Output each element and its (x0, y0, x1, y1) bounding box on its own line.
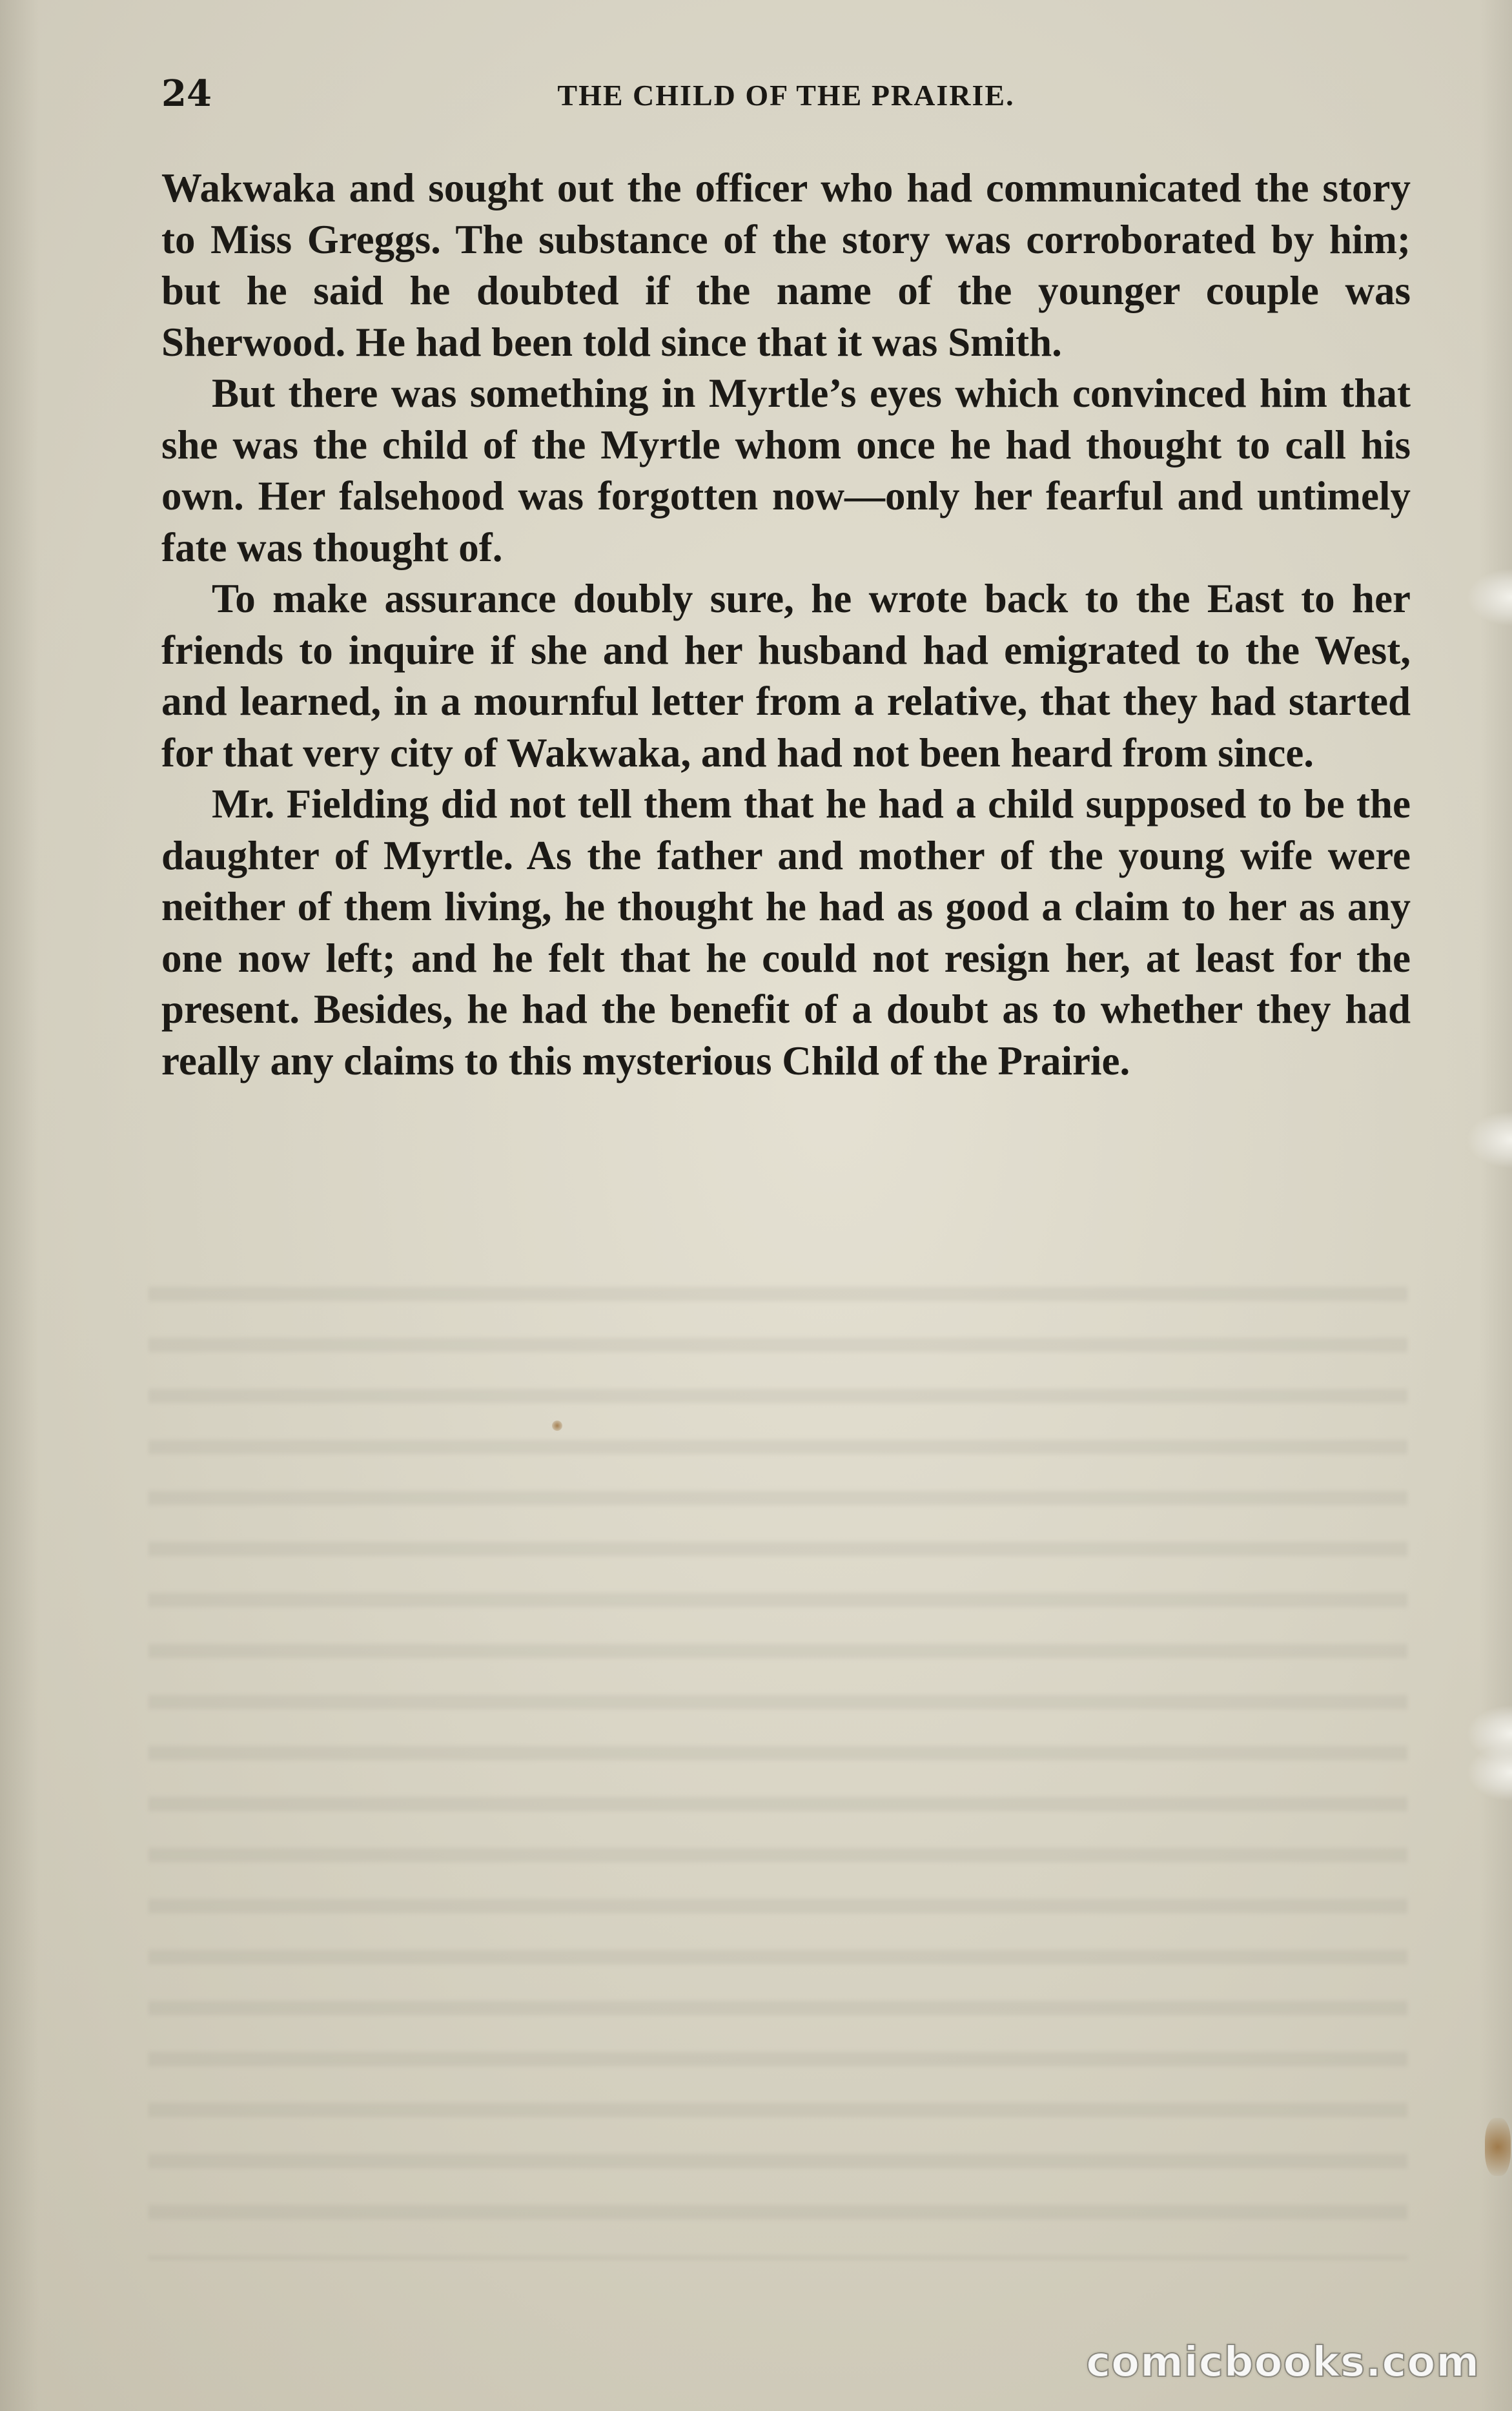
page-tear-mark (1467, 568, 1512, 626)
paper-stain (1485, 2118, 1511, 2176)
paragraph: But there was something in Myrtle’s eyes which convinced him that she was the child of the Myrtle whom once he had thought to call his own. Her falsehood was forgotten now—only her fearful and untimely fate was thought of. (161, 371, 1411, 570)
paragraph: Wakwaka and sought out the officer who had communicated the story to Miss Greggs. The substance of the story was corroborated by him; but he said he doubted if the name of the younger couple was Sherwood. He had been told since that it was Smith. (161, 165, 1411, 365)
page-tear-mark (1467, 1111, 1512, 1169)
page-edge-shadow-left (0, 0, 39, 2411)
paragraph: Mr. Fielding did not tell them that he had a child supposed to be the daughter of Myrtle. As the father and mother of the young wife were neither of them living, he thought he had as good a claim to her as any one now left; and he felt that he could not resign her, at least for the present. Besides, he had the benefit of a doubt as to whether they had really any claims to this mysterious Child of the Prairie. (161, 781, 1411, 1083)
paragraph: To make assurance doubly sure, he wrote back to the East to her friends to inquire if she and her husband had emigrated to the West, and learned, in a mournful letter from a relative, that they had started for that very city of Wakwaka, and had not been heard from since. (161, 576, 1411, 775)
show-through-text (148, 1259, 1407, 2260)
page-edge-shadow-right (1480, 0, 1512, 2411)
body-text (161, 163, 1411, 1087)
page-number: 24 (161, 72, 212, 115)
ink-speck (552, 1421, 562, 1431)
running-head (161, 65, 1411, 123)
running-title: THE CHILD OF THE PRAIRIE. (557, 79, 1015, 112)
watermark: comicbooks.com (1086, 2339, 1480, 2386)
page-tear-mark (1467, 1743, 1512, 1801)
